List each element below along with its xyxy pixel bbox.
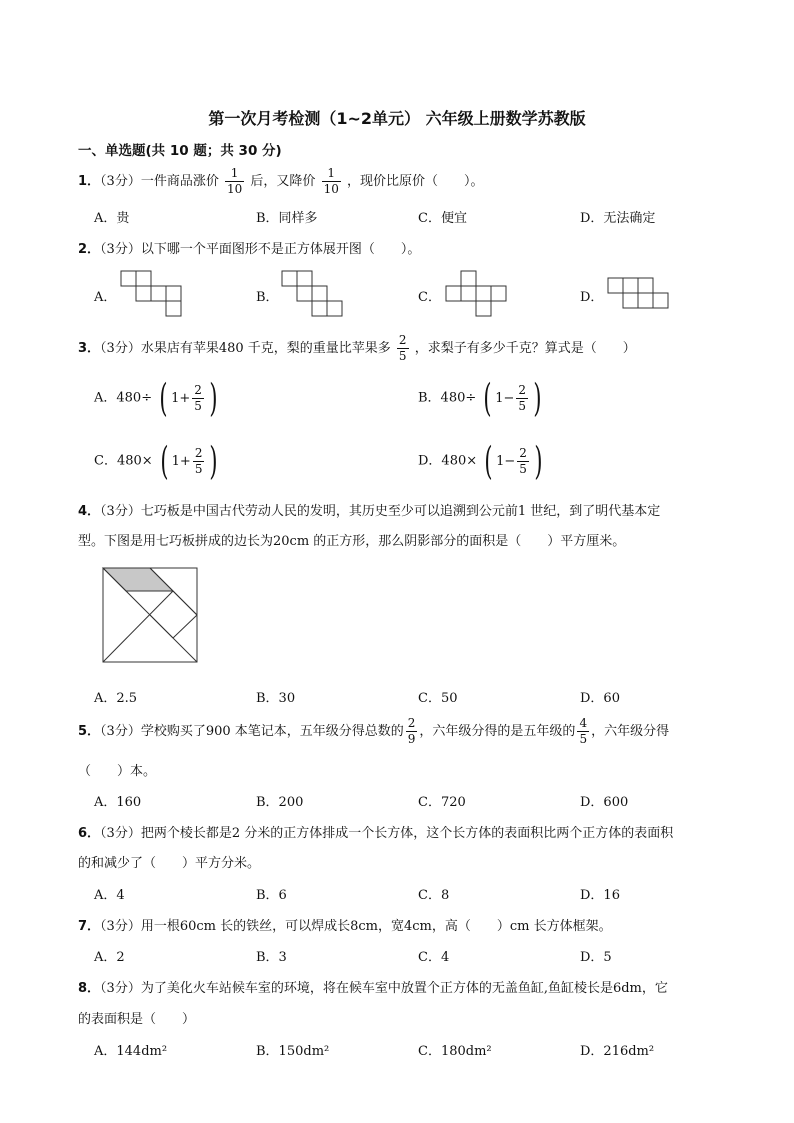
option-a[interactable]: A．160: [94, 795, 142, 810]
question-text: 后，又降价: [250, 174, 316, 189]
fraction: $\frac{4}{5}$: [579, 716, 588, 746]
question-number: 4．: [78, 504, 101, 519]
question-text-line2: 型。下图是用七巧板拼成的边长为20cm 的正方形，那么阴影部分的面积是（ ）平方厘米。: [78, 534, 626, 549]
option-c[interactable]: C．8: [418, 888, 450, 903]
question-score: （3分）: [100, 174, 141, 189]
question-number: 3．: [78, 341, 101, 356]
question-score: （3分）: [100, 981, 141, 996]
section-heading: 一、单选题(共 10 题；共 30 分): [78, 143, 282, 159]
question-score: （3分）: [100, 341, 141, 356]
option-c-label[interactable]: C．: [418, 290, 441, 305]
question-text: 七巧板是中国古代劳动人民的发明，其历史至少可以追溯到公元前1 世纪，到了明代基本定: [140, 504, 661, 519]
question-2: [78, 238, 420, 257]
option-b[interactable]: B．3: [256, 950, 287, 965]
tangram-figure: [101, 566, 199, 664]
question-text: 把两个棱长都是2 分米的正方体排成一个长方体，这个长方体的表面积比两个正方体的表面积: [140, 826, 674, 841]
question-3: [78, 333, 636, 364]
option-c[interactable]: C．50: [418, 691, 458, 706]
option-d[interactable]: D．60: [580, 691, 620, 706]
question-text: ，六年级分得的是五年级的: [419, 724, 576, 739]
fraction: $\frac{1}{10}$: [323, 166, 339, 196]
option-d[interactable]: D．480× ( 1 − $\frac{2}{5}$ ): [418, 439, 543, 483]
question-number: 5．: [78, 724, 101, 739]
question-text-line2: 的表面积是（ ）: [78, 1012, 196, 1027]
cube-net-a[interactable]: [120, 270, 184, 318]
option-c[interactable]: C．480× ( 1 + $\frac{2}{5}$ ): [94, 439, 218, 483]
page-title: 第一次月考检测（1~2单元） 六年级上册数学苏教版: [208, 109, 586, 128]
option-d[interactable]: D．600: [580, 795, 629, 810]
option-b[interactable]: B．6: [256, 888, 287, 903]
question-score: （3分）: [100, 504, 141, 519]
question-number: 8．: [78, 981, 101, 996]
option-d[interactable]: D．16: [580, 888, 620, 903]
fraction: $\frac{2}{5}$: [398, 333, 407, 363]
option-b[interactable]: B．30: [256, 691, 296, 706]
fraction: $\frac{2}{9}$: [407, 716, 416, 746]
fraction: $\frac{1}{10}$: [226, 166, 243, 196]
question-text: 学校购买了900 本笔记本，五年级分得总数的: [140, 724, 404, 739]
option-a[interactable]: A．贵: [94, 211, 130, 226]
option-d[interactable]: D．无法确定: [580, 211, 656, 226]
question-8: [78, 977, 668, 996]
option-a[interactable]: A．2: [94, 950, 125, 965]
question-score: （3分）: [100, 919, 141, 934]
question-score: （3分）: [100, 826, 141, 841]
option-b[interactable]: B．480÷ ( 1 − $\frac{2}{5}$ ): [418, 376, 542, 420]
question-number: 1．: [78, 174, 101, 189]
question-5: [78, 716, 669, 747]
question-1: [78, 166, 484, 197]
option-c[interactable]: C．4: [418, 950, 450, 965]
option-c[interactable]: C．720: [418, 795, 466, 810]
question-text: 水果店有苹果480 千克，梨的重量比苹果多: [140, 341, 391, 356]
question-score: （3分）: [100, 724, 141, 739]
option-c[interactable]: C．180dm²: [418, 1044, 492, 1059]
option-b[interactable]: B．200: [256, 795, 304, 810]
option-a[interactable]: A．480÷ ( 1 + $\frac{2}{5}$ ): [94, 376, 218, 420]
cube-net-c[interactable]: [444, 270, 510, 318]
question-text-line2: （ ）本。: [78, 764, 157, 779]
option-c[interactable]: C．便宜: [418, 211, 467, 226]
question-text: ，求梨子有多少千克？算式是（ ）: [414, 341, 636, 356]
question-text: 为了美化火车站候车室的环境，将在候车室中放置个正方体的无盖鱼缸,鱼缸棱长是6dm，它: [140, 981, 668, 996]
question-text: 用一根60cm 长的铁丝，可以焊成长8cm，宽4cm，高（ ）cm 长方体框架。: [140, 919, 612, 934]
question-text: 以下哪一个平面图形不是正方体展开图（ ）。: [140, 242, 421, 257]
question-score: （3分）: [100, 242, 141, 257]
option-b-label[interactable]: B．: [256, 290, 279, 305]
question-4: [78, 500, 660, 519]
question-7: [78, 915, 612, 934]
option-d[interactable]: D．216dm²: [580, 1044, 655, 1059]
cube-net-d[interactable]: [606, 276, 672, 312]
option-a[interactable]: A．4: [94, 888, 125, 903]
option-a-label[interactable]: A．: [94, 290, 117, 305]
question-text-line2: 的和减少了（ ）平方分米。: [78, 856, 261, 871]
question-text: ，六年级分得: [591, 724, 670, 739]
option-a[interactable]: A．2.5: [94, 691, 138, 706]
question-number: 7．: [78, 919, 101, 934]
option-a[interactable]: A．144dm²: [94, 1044, 168, 1059]
question-text: 一件商品涨价: [140, 174, 219, 189]
question-6: [78, 822, 673, 841]
cube-net-b[interactable]: [281, 270, 345, 318]
option-d[interactable]: D．5: [580, 950, 612, 965]
question-text: ，现价比原价（ ）。: [346, 174, 484, 189]
option-b[interactable]: B．150dm²: [256, 1044, 330, 1059]
question-number: 6．: [78, 826, 101, 841]
option-b[interactable]: B．同样多: [256, 211, 318, 226]
question-number: 2．: [78, 242, 101, 257]
option-d-label[interactable]: D．: [580, 290, 604, 305]
